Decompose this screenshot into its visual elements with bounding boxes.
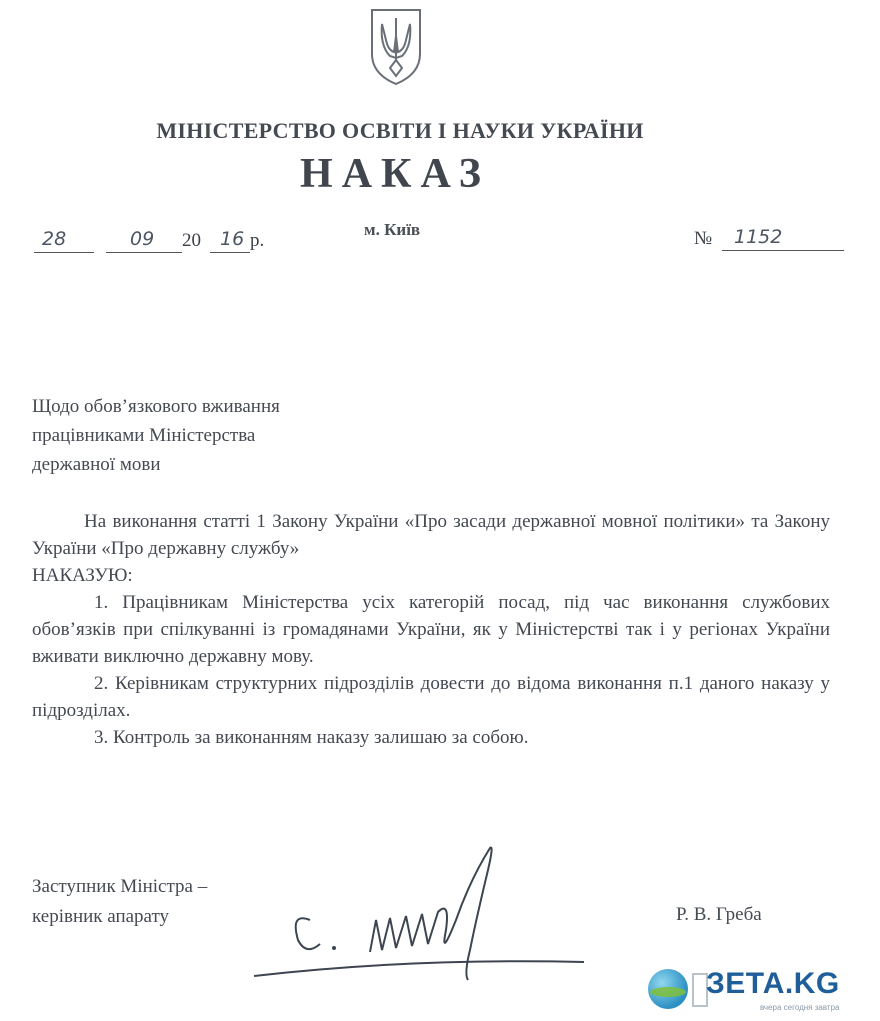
trident-emblem-icon bbox=[366, 6, 426, 86]
order-item: 3. Контроль за виконанням наказу залишаю за собою. bbox=[94, 727, 529, 748]
ministry-name: МІНІСТЕРСТВО ОСВІТИ І НАУКИ УКРАЇНИ bbox=[156, 118, 644, 143]
subject-line: працівниками Міністерства bbox=[32, 425, 256, 446]
signatory-position bbox=[32, 872, 207, 932]
date-year-prefix: 20 bbox=[182, 230, 201, 251]
date-day: 28 bbox=[42, 228, 67, 250]
watermark-tagline: вчера сегодня завтра bbox=[760, 1003, 840, 1012]
document-title: НАКАЗ bbox=[300, 151, 490, 197]
date-year-underline bbox=[210, 252, 250, 253]
preamble: На виконання статті 1 Закону України «Про засади державної мовної політики» та Закону України «Про державну службу» bbox=[32, 511, 830, 559]
number-label: № bbox=[694, 228, 713, 249]
signatory-name: Р. В. Греба bbox=[676, 904, 762, 925]
number-underline bbox=[722, 250, 844, 251]
order-word: НАКАЗУЮ: bbox=[32, 565, 133, 586]
number-value: 1152 bbox=[734, 226, 783, 248]
position-line: керівник апарату bbox=[32, 906, 170, 927]
watermark-logo bbox=[648, 967, 874, 1017]
globe-icon bbox=[648, 969, 688, 1009]
order-subject bbox=[32, 392, 280, 479]
position-line: Заступник Міністра – bbox=[32, 876, 208, 897]
subject-line: Щодо обов’язкового вживання bbox=[32, 396, 280, 417]
order-date bbox=[34, 228, 294, 258]
order-body bbox=[32, 508, 830, 751]
order-number bbox=[694, 226, 844, 256]
order-item: 1. Працівникам Міністерства усіх категорій посад, під час виконання службових обов’язків при спілкуванні із громадянами України, як у Міністерстві так і у регіонах України вживати виключно державну мову. bbox=[32, 592, 830, 667]
date-month: 09 bbox=[130, 228, 155, 250]
order-item: 2. Керівникам структурних підрозділів довести до відома виконання п.1 даного наказу у підрозділах. bbox=[32, 673, 830, 721]
date-year-abbr: р. bbox=[250, 230, 265, 251]
date-month-underline bbox=[106, 252, 182, 253]
handwritten-signature bbox=[250, 840, 590, 990]
date-day-underline bbox=[34, 252, 94, 253]
watermark-brand: ЗЕТА.KG bbox=[706, 967, 840, 1000]
date-year-suffix: 16 bbox=[220, 228, 245, 250]
city: м. Київ bbox=[364, 220, 421, 239]
subject-line: державної мови bbox=[32, 454, 161, 475]
